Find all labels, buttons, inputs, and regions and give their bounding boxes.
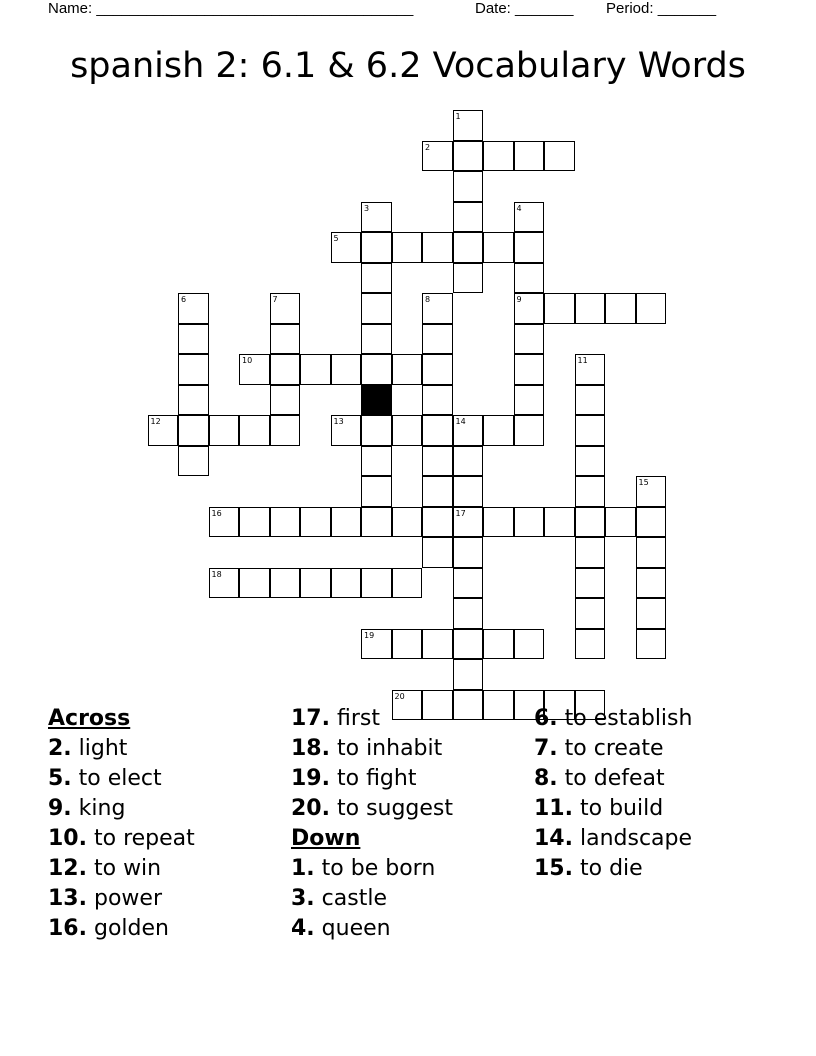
crossword-cell[interactable] xyxy=(270,568,301,599)
crossword-cell[interactable] xyxy=(331,232,362,263)
black-square xyxy=(361,385,392,416)
across-clue: 5. to elect xyxy=(48,766,162,791)
across-clue: 12. to win xyxy=(48,856,162,881)
crossword-cell[interactable] xyxy=(575,354,606,385)
crossword-cell[interactable] xyxy=(514,629,545,660)
crossword-cell[interactable] xyxy=(361,324,392,355)
crossword-cell[interactable] xyxy=(575,568,606,599)
crossword-cell[interactable] xyxy=(483,415,514,446)
crossword-cell[interactable] xyxy=(483,141,514,172)
crossword-cell[interactable] xyxy=(361,476,392,507)
crossword-cell[interactable] xyxy=(361,507,392,538)
crossword-cell[interactable] xyxy=(605,507,636,538)
crossword-cell[interactable] xyxy=(422,141,453,172)
across-clue: 13. power xyxy=(48,886,162,911)
crossword-cell[interactable] xyxy=(514,263,545,294)
crossword-cell[interactable] xyxy=(453,629,484,660)
crossword-cell[interactable] xyxy=(392,415,423,446)
crossword-cell[interactable] xyxy=(636,537,667,568)
clue-number-label: 10 xyxy=(242,356,253,365)
clue-number-label: 19 xyxy=(364,630,375,640)
period-field-label: Period: _______ xyxy=(606,0,717,17)
crossword-cell[interactable] xyxy=(392,568,423,599)
crossword-cell[interactable] xyxy=(575,537,606,568)
across-clue: 10. to repeat xyxy=(48,826,195,851)
crossword-cell[interactable] xyxy=(514,415,545,446)
crossword-cell[interactable] xyxy=(575,507,606,538)
crossword-cell[interactable] xyxy=(361,568,392,599)
crossword-cell[interactable] xyxy=(514,232,545,263)
down-clue: 7. to create xyxy=(534,736,664,761)
crossword-cell[interactable] xyxy=(209,507,240,538)
crossword-cell[interactable] xyxy=(331,415,362,446)
crossword-cell[interactable] xyxy=(483,629,514,660)
clue-column-3 xyxy=(534,704,774,884)
down-clue: 1. to be born xyxy=(291,856,436,881)
crossword-cell[interactable] xyxy=(422,354,453,385)
crossword-cell[interactable] xyxy=(209,568,240,599)
across-clue: 9. king xyxy=(48,796,126,821)
clue-number-label: 6 xyxy=(181,295,187,304)
clue-number-label: 3 xyxy=(364,203,370,213)
page-title: spanish 2: 6.1 & 6.2 Vocabulary Words xyxy=(70,46,746,86)
crossword-cell[interactable] xyxy=(514,141,545,172)
crossword-cell[interactable] xyxy=(239,568,270,599)
crossword-cell[interactable] xyxy=(575,446,606,477)
crossword-cell[interactable] xyxy=(514,354,545,385)
crossword-cell[interactable] xyxy=(575,415,606,446)
crossword-cell[interactable] xyxy=(270,324,301,355)
crossword-cell[interactable] xyxy=(239,354,270,385)
crossword-cell[interactable] xyxy=(636,629,667,660)
crossword-cell[interactable] xyxy=(636,568,667,599)
down-clue: 4. queen xyxy=(291,916,391,941)
crossword-cell[interactable] xyxy=(270,293,301,324)
down-clue: 3. castle xyxy=(291,886,387,911)
across-clue: 16. golden xyxy=(48,916,169,941)
crossword-cell[interactable] xyxy=(239,507,270,538)
crossword-cell[interactable] xyxy=(270,385,301,416)
crossword-cell[interactable] xyxy=(270,507,301,538)
crossword-cell[interactable] xyxy=(453,476,484,507)
crossword-cell[interactable] xyxy=(422,629,453,660)
crossword-cell[interactable] xyxy=(483,507,514,538)
crossword-cell[interactable] xyxy=(422,446,453,477)
crossword-cell[interactable] xyxy=(392,507,423,538)
crossword-cell[interactable] xyxy=(453,537,484,568)
crossword-cell[interactable] xyxy=(178,293,209,324)
crossword-cell[interactable] xyxy=(178,385,209,416)
crossword-cell[interactable] xyxy=(453,232,484,263)
clue-column-1 xyxy=(48,704,288,944)
crossword-cell[interactable] xyxy=(422,476,453,507)
clue-number-label: 14 xyxy=(455,417,466,426)
date-field-label: Date: _______ xyxy=(475,0,574,17)
crossword-cell[interactable] xyxy=(514,202,545,233)
across-clue: 20. to suggest xyxy=(291,796,454,821)
crossword-cell[interactable] xyxy=(361,354,392,385)
clue-number-label: 2 xyxy=(425,142,431,152)
crossword-cell[interactable] xyxy=(453,171,484,202)
crossword-cell[interactable] xyxy=(453,659,484,690)
crossword-cell[interactable] xyxy=(178,354,209,385)
clue-number-label: 15 xyxy=(638,478,649,487)
crossword-cell[interactable] xyxy=(422,537,453,568)
name-field-label: Name: ______________________________________ xyxy=(48,0,414,17)
crossword-cell[interactable] xyxy=(453,141,484,172)
crossword-cell[interactable] xyxy=(300,354,331,385)
crossword-cell[interactable] xyxy=(361,415,392,446)
crossword-cell[interactable] xyxy=(453,507,484,538)
crossword-cell[interactable] xyxy=(300,507,331,538)
clue-number-label: 12 xyxy=(150,417,161,426)
crossword-cell[interactable] xyxy=(422,385,453,416)
clue-number-label: 17 xyxy=(455,508,466,518)
crossword-cell[interactable] xyxy=(422,415,453,446)
clue-number-label: 16 xyxy=(211,508,222,518)
crossword-cell[interactable] xyxy=(209,415,240,446)
crossword-cell[interactable] xyxy=(453,568,484,599)
clue-number-label: 4 xyxy=(516,203,522,213)
across-heading: Across xyxy=(48,706,131,731)
clue-number-label: 8 xyxy=(425,295,431,304)
down-clue: 14. landscape xyxy=(534,826,693,851)
crossword-cell[interactable] xyxy=(483,232,514,263)
crossword-cell[interactable] xyxy=(300,568,331,599)
down-heading: Down xyxy=(291,826,361,851)
crossword-cell[interactable] xyxy=(422,324,453,355)
crossword-cell[interactable] xyxy=(575,385,606,416)
crossword-cell[interactable] xyxy=(453,415,484,446)
crossword-cell[interactable] xyxy=(392,232,423,263)
crossword-cell[interactable] xyxy=(636,293,667,324)
clue-number-label: 1 xyxy=(455,112,461,121)
crossword-cell[interactable] xyxy=(331,354,362,385)
down-clue: 8. to defeat xyxy=(534,766,665,791)
crossword-cell[interactable] xyxy=(361,293,392,324)
crossword-cell[interactable] xyxy=(422,293,453,324)
crossword-cell[interactable] xyxy=(514,293,545,324)
crossword-cell[interactable] xyxy=(636,476,667,507)
crossword-cell[interactable] xyxy=(575,476,606,507)
crossword-cell[interactable] xyxy=(392,629,423,660)
crossword-cell[interactable] xyxy=(453,263,484,294)
across-clue: 19. to fight xyxy=(291,766,417,791)
crossword-cell[interactable] xyxy=(453,598,484,629)
crossword-cell[interactable] xyxy=(636,507,667,538)
crossword-cell[interactable] xyxy=(331,507,362,538)
crossword-cell[interactable] xyxy=(605,293,636,324)
down-clue: 15. to die xyxy=(534,856,643,881)
crossword-cell[interactable] xyxy=(422,232,453,263)
crossword-cell[interactable] xyxy=(453,446,484,477)
crossword-cell[interactable] xyxy=(148,415,179,446)
crossword-cell[interactable] xyxy=(514,507,545,538)
clue-number-label: 18 xyxy=(211,569,222,579)
clue-number-label: 20 xyxy=(394,691,405,701)
crossword-cell[interactable] xyxy=(178,415,209,446)
crossword-cell[interactable] xyxy=(422,507,453,538)
clue-number-label: 13 xyxy=(333,417,344,426)
crossword-cell[interactable] xyxy=(361,629,392,660)
clue-number-label: 7 xyxy=(272,295,278,304)
crossword-cell[interactable] xyxy=(453,202,484,233)
crossword-cell[interactable] xyxy=(575,598,606,629)
across-clue: 2. light xyxy=(48,736,128,761)
crossword-cell[interactable] xyxy=(361,232,392,263)
crossword-cell[interactable] xyxy=(361,202,392,233)
crossword-cell[interactable] xyxy=(544,293,575,324)
crossword-cell[interactable] xyxy=(575,293,606,324)
clue-number-label: 9 xyxy=(516,295,522,304)
crossword-cell[interactable] xyxy=(361,446,392,477)
crossword-cell[interactable] xyxy=(270,415,301,446)
crossword-cell[interactable] xyxy=(544,507,575,538)
crossword-cell[interactable] xyxy=(544,141,575,172)
crossword-cell[interactable] xyxy=(178,446,209,477)
crossword-cell[interactable] xyxy=(575,629,606,660)
across-clue: 17. first xyxy=(291,706,380,731)
crossword-cell[interactable] xyxy=(453,110,484,141)
down-clue: 11. to build xyxy=(534,796,664,821)
crossword-cell[interactable] xyxy=(514,324,545,355)
down-clue: 6. to establish xyxy=(534,706,693,731)
crossword-cell[interactable] xyxy=(361,263,392,294)
crossword-cell[interactable] xyxy=(178,324,209,355)
clue-column-2 xyxy=(291,704,531,944)
crossword-cell[interactable] xyxy=(239,415,270,446)
crossword-cell[interactable] xyxy=(514,385,545,416)
crossword-cell[interactable] xyxy=(270,354,301,385)
crossword-cell[interactable] xyxy=(392,354,423,385)
clue-number-label: 11 xyxy=(577,356,588,365)
across-clue: 18. to inhabit xyxy=(291,736,443,761)
crossword-cell[interactable] xyxy=(331,568,362,599)
crossword-cell[interactable] xyxy=(636,598,667,629)
clue-number-label: 5 xyxy=(333,234,339,243)
